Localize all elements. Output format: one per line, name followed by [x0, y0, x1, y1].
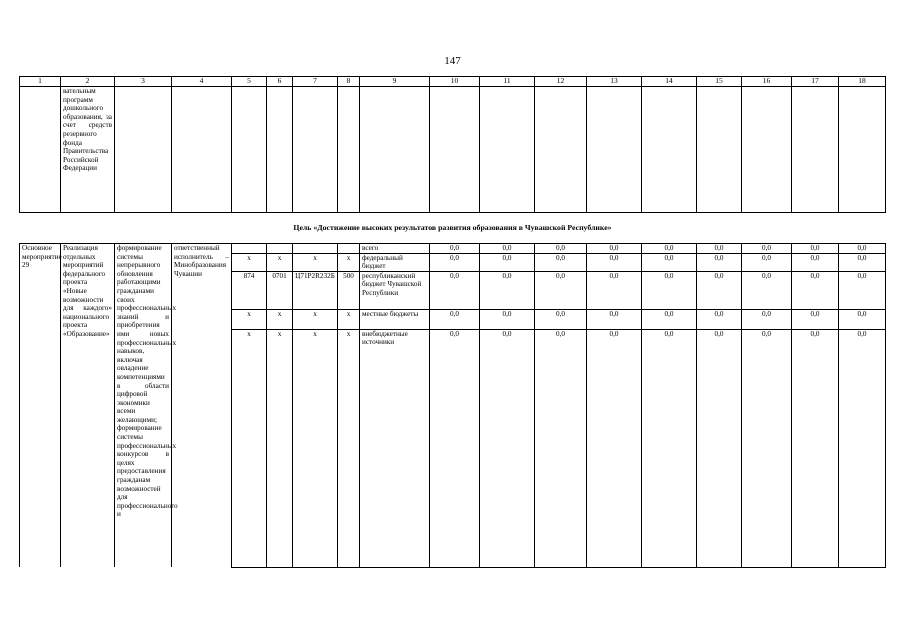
value-cell: 0,0	[642, 244, 697, 254]
col-header: 9	[360, 77, 430, 87]
funding-source: местные бюджеты	[360, 309, 430, 329]
funding-source: республиканский бюджет Чувашской Республики	[360, 271, 430, 309]
value-cell: 0,0	[697, 271, 742, 309]
grbs-code	[232, 244, 267, 254]
page-number: 147	[444, 55, 461, 67]
value-cell: 0,0	[839, 271, 886, 309]
value-cell: 0,0	[742, 244, 792, 254]
expense-type-code: x	[338, 253, 360, 271]
grbs-code: x	[232, 253, 267, 271]
target-article-code: x	[293, 253, 338, 271]
program-table	[19, 76, 886, 568]
target-article-code	[293, 244, 338, 254]
value-cell: 0,0	[480, 244, 535, 254]
col-header: 18	[839, 77, 886, 87]
value-cell: 0,0	[839, 253, 886, 271]
value-cell: 0,0	[839, 309, 886, 329]
grbs-code: x	[232, 329, 267, 349]
value-cell: 0,0	[480, 271, 535, 309]
value-cell: 0,0	[839, 244, 886, 254]
continuation-row	[20, 87, 886, 213]
value-cell: 0,0	[792, 244, 839, 254]
grbs-code: 874	[232, 271, 267, 309]
value-cell: 0,0	[742, 329, 792, 349]
measure-executor: ответственный исполнитель – Минобразования Чувашии	[172, 244, 232, 568]
value-cell: 0,0	[742, 271, 792, 309]
value-cell: 0,0	[697, 309, 742, 329]
value-cell: 0,0	[642, 253, 697, 271]
section-code: x	[267, 329, 293, 349]
value-cell: 0,0	[642, 329, 697, 349]
value-cell: 0,0	[792, 271, 839, 309]
value-cell: 0,0	[535, 271, 587, 309]
value-cell: 0,0	[839, 329, 886, 349]
expense-type-code: x	[338, 329, 360, 349]
col-header: 15	[697, 77, 742, 87]
value-cell: 0,0	[535, 244, 587, 254]
col-header: 13	[587, 77, 642, 87]
col-header: 7	[293, 77, 338, 87]
section-code: 0701	[267, 271, 293, 309]
funding-source: всего	[360, 244, 430, 254]
section-code	[267, 244, 293, 254]
value-cell: 0,0	[642, 309, 697, 329]
measure-number: Основное мероприятие 29	[20, 244, 61, 568]
expense-type-code	[338, 244, 360, 254]
value-cell: 0,0	[642, 271, 697, 309]
value-cell: 0,0	[480, 309, 535, 329]
measure-title: Реализация отдельных мероприятий федерального проекта «Новые возможности для каждого» национального проекта «Образование»	[61, 244, 115, 568]
col-header: 1	[20, 77, 61, 87]
col-header: 3	[115, 77, 172, 87]
value-cell: 0,0	[587, 309, 642, 329]
grbs-code: x	[232, 309, 267, 329]
value-cell: 0,0	[587, 329, 642, 349]
col-header: 4	[172, 77, 232, 87]
value-cell: 0,0	[792, 309, 839, 329]
value-cell: 0,0	[430, 329, 480, 349]
value-cell: 0,0	[697, 329, 742, 349]
measure-goals: формирование системы непрерывного обновления работающими гражданами своих профессиональных знаний и приобретения ими новых профессиональных навыков, включая овладение компетенциями в области цифровой экономики всеми желающими; формирование системы профессиональных конкурсов в целях предоставления гражданам возможностей для профессионального и	[115, 244, 172, 568]
section-code: x	[267, 309, 293, 329]
expense-type-code: x	[338, 309, 360, 329]
value-cell: 0,0	[742, 253, 792, 271]
funding-source: внебюджетные источники	[360, 329, 430, 349]
goal-title: Цель «Достижение высоких результатов развития образования в Чувашской Республике»	[20, 213, 886, 244]
col-header: 6	[267, 77, 293, 87]
value-cell: 0,0	[430, 253, 480, 271]
value-cell: 0,0	[430, 244, 480, 254]
goal-row	[20, 213, 886, 244]
value-cell: 0,0	[587, 253, 642, 271]
value-cell: 0,0	[535, 253, 587, 271]
value-cell: 0,0	[697, 244, 742, 254]
col-header: 10	[430, 77, 480, 87]
value-cell: 0,0	[480, 253, 535, 271]
value-cell: 0,0	[430, 309, 480, 329]
table-row	[20, 244, 886, 254]
col-header: 8	[338, 77, 360, 87]
value-cell: 0,0	[587, 244, 642, 254]
value-cell: 0,0	[792, 253, 839, 271]
target-article-code: x	[293, 309, 338, 329]
expense-type-code: 500	[338, 271, 360, 309]
col-header: 5	[232, 77, 267, 87]
value-cell: 0,0	[480, 329, 535, 349]
target-article-code: x	[293, 329, 338, 349]
value-cell: 0,0	[535, 329, 587, 349]
col-header: 12	[535, 77, 587, 87]
continuation-text: вательным программ дошкольного образования, за счет средств резервного фонда Правительства Российской Федерации	[61, 87, 115, 213]
value-cell: 0,0	[742, 309, 792, 329]
section-code: x	[267, 253, 293, 271]
col-header: 11	[480, 77, 535, 87]
col-header: 17	[792, 77, 839, 87]
col-header: 2	[61, 77, 115, 87]
col-header: 16	[742, 77, 792, 87]
column-number-header	[20, 77, 886, 87]
value-cell: 0,0	[535, 309, 587, 329]
value-cell: 0,0	[430, 271, 480, 309]
col-header: 14	[642, 77, 697, 87]
value-cell: 0,0	[587, 271, 642, 309]
funding-source: федеральный бюджет	[360, 253, 430, 271]
value-cell: 0,0	[792, 329, 839, 349]
value-cell: 0,0	[697, 253, 742, 271]
target-article-code: Ц71Р2R232Б	[293, 271, 338, 309]
